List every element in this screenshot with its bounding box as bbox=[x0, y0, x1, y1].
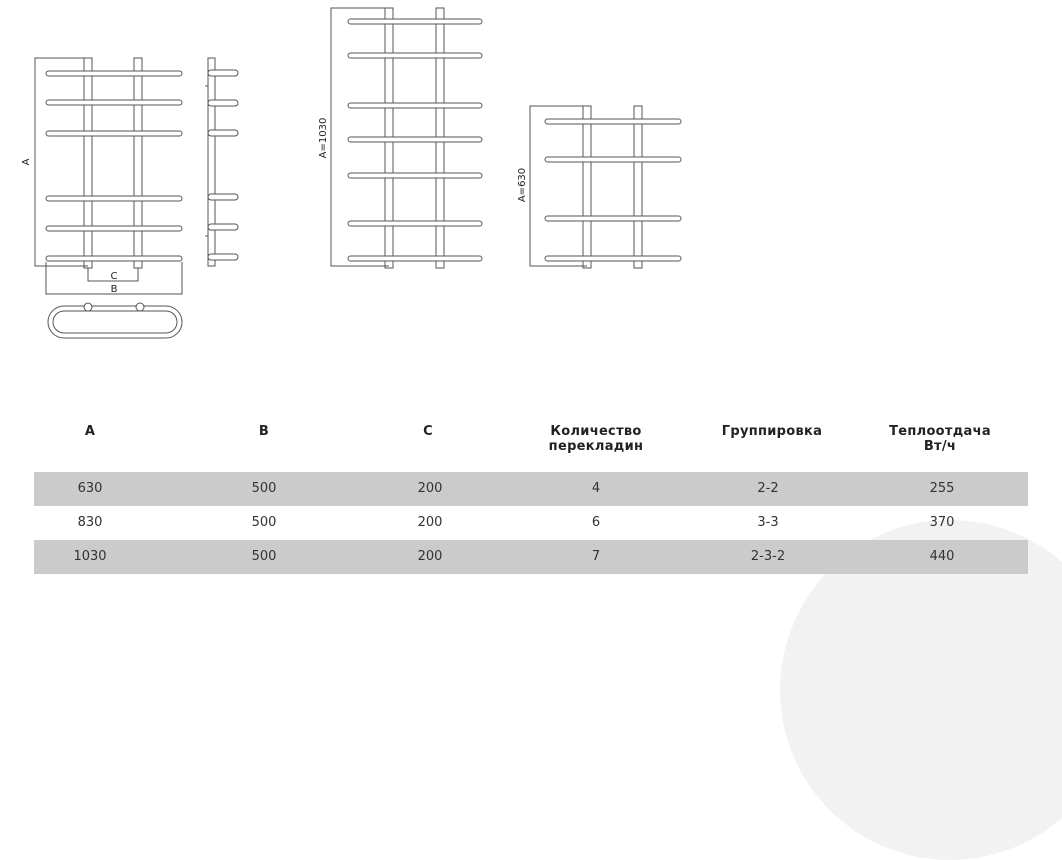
cell-grouping: 3-3 bbox=[757, 515, 779, 530]
cell-a: 630 bbox=[77, 481, 103, 496]
top-view-loop-inner bbox=[53, 311, 177, 333]
cell-heat-output: 440 bbox=[929, 549, 955, 564]
label-a: A bbox=[21, 158, 32, 166]
crossbar bbox=[545, 216, 681, 221]
cell-grouping: 2-2 bbox=[757, 481, 779, 496]
crossbar bbox=[348, 173, 482, 178]
crossbar bbox=[46, 100, 182, 105]
side-crossbar bbox=[208, 70, 238, 76]
table-row bbox=[34, 540, 1028, 574]
top-view-pipe bbox=[136, 303, 144, 311]
side-view bbox=[205, 58, 238, 266]
cell-c: 200 bbox=[417, 515, 443, 530]
header-crossbar-count-line1: Количество bbox=[550, 424, 642, 439]
header-a-text: A bbox=[84, 424, 96, 439]
cell-c: 200 bbox=[417, 481, 443, 496]
cell-a: 830 bbox=[77, 515, 103, 530]
cell-heat-output: 370 bbox=[929, 515, 955, 530]
crossbar bbox=[46, 256, 182, 261]
header-a bbox=[40, 424, 140, 439]
header-b bbox=[214, 424, 314, 439]
header-heat-output-line1: Теплоотдача bbox=[889, 424, 991, 439]
table-header bbox=[0, 424, 1062, 468]
cell-c: 200 bbox=[417, 549, 443, 564]
cell-b: 500 bbox=[251, 481, 277, 496]
header-crossbar-count bbox=[526, 424, 666, 454]
crossbar bbox=[545, 256, 681, 261]
dimension-a-line bbox=[35, 58, 88, 266]
header-grouping-text: Группировка bbox=[721, 424, 823, 439]
riser-left bbox=[84, 58, 92, 268]
side-crossbar bbox=[208, 130, 238, 136]
top-view-pipe bbox=[84, 303, 92, 311]
header-heat-output bbox=[870, 424, 1010, 454]
cell-crossbars: 6 bbox=[591, 515, 601, 530]
side-riser bbox=[208, 58, 215, 266]
side-crossbar bbox=[208, 100, 238, 106]
cell-grouping: 2-3-2 bbox=[750, 549, 786, 564]
crossbar bbox=[348, 103, 482, 108]
riser-left bbox=[583, 106, 591, 268]
riser-right bbox=[634, 106, 642, 268]
label-c: C bbox=[110, 271, 118, 282]
header-c bbox=[378, 424, 478, 439]
label-b: B bbox=[110, 284, 118, 295]
cell-crossbars: 4 bbox=[591, 481, 601, 496]
front-view-830 bbox=[21, 58, 182, 338]
header-grouping bbox=[702, 424, 842, 439]
crossbar bbox=[545, 157, 681, 162]
cell-a: 1030 bbox=[73, 549, 107, 564]
crossbar bbox=[46, 226, 182, 231]
header-c-text: C bbox=[423, 424, 433, 439]
table-row bbox=[34, 506, 1028, 540]
header-b-text: B bbox=[258, 424, 270, 439]
riser-right bbox=[134, 58, 142, 268]
header-heat-output-line2: Вт/ч bbox=[923, 439, 957, 454]
side-crossbar bbox=[208, 224, 238, 230]
side-crossbar bbox=[208, 194, 238, 200]
dimension-a630-line bbox=[530, 106, 587, 266]
towel-rail-drawings bbox=[0, 0, 1062, 400]
crossbar bbox=[348, 137, 482, 142]
crossbar bbox=[348, 19, 482, 24]
crossbar bbox=[46, 71, 182, 76]
header-crossbar-count-line2: перекладин bbox=[548, 439, 644, 454]
crossbar bbox=[545, 119, 681, 124]
cell-b: 500 bbox=[251, 515, 277, 530]
crossbar bbox=[46, 131, 182, 136]
crossbar bbox=[348, 53, 482, 58]
table-row bbox=[34, 472, 1028, 506]
label-a1030: A=1030 bbox=[318, 117, 329, 159]
cell-crossbars: 7 bbox=[591, 549, 601, 564]
crossbar bbox=[46, 196, 182, 201]
label-a630: A=630 bbox=[517, 167, 528, 203]
cell-heat-output: 255 bbox=[929, 481, 955, 496]
cell-b: 500 bbox=[251, 549, 277, 564]
side-crossbar bbox=[208, 254, 238, 260]
front-view-630 bbox=[517, 106, 681, 268]
front-view-1030 bbox=[318, 8, 482, 268]
crossbar bbox=[348, 221, 482, 226]
crossbar bbox=[348, 256, 482, 261]
